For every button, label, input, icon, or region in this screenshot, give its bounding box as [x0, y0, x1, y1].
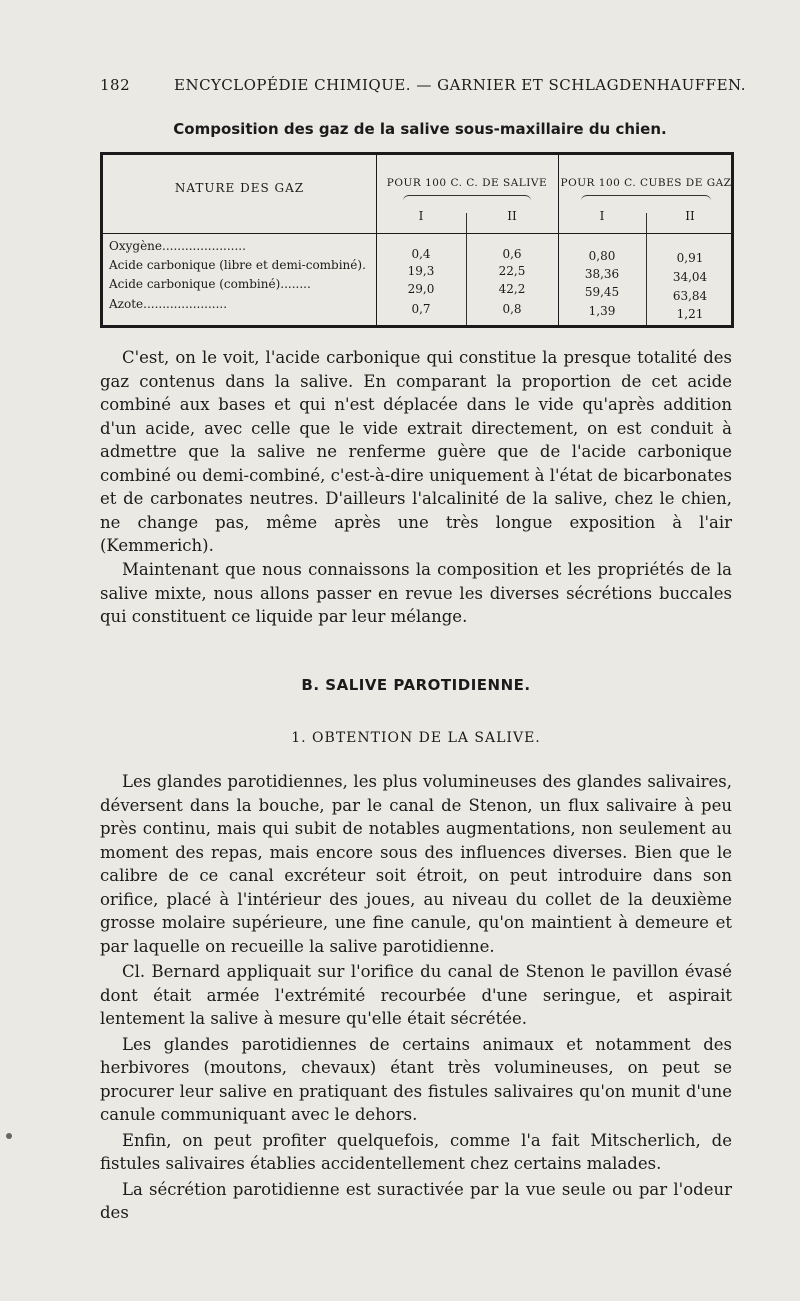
table-cell: 29,0 — [407, 282, 435, 296]
sub-label: II — [507, 209, 517, 223]
table-cell: 42,2 — [498, 282, 526, 296]
paragraph: La sécrétion parotidienne est suractivée par la vue seule ou par l'odeur des — [100, 1179, 732, 1222]
body-section-b — [100, 770, 732, 1225]
table-cell: 0,6 — [502, 247, 522, 261]
paragraph: Maintenant que nous connaissons la composition et les propriétés de la salive mixte, nous allons passer en revue les diverses sécrétions buccales qui constituent ce liquide par leur mélange. — [100, 560, 732, 626]
group-brace — [581, 195, 711, 204]
table-cell: 63,84 — [672, 289, 708, 303]
paragraph: Les glandes parotidiennes, les plus volumineuses des glandes salivaires, déversent dans la bouche, par le canal de Stenon, un flux salivaire à peu près continu, mais qui subit de notables augmentations, non seulement au moment des repas, mais encore sous des influences diverses. Bien que le calibre de ce canal excréteur soit étroit, on peut introduire dans son orifice, placé à l'intérieur des joues, au niveau du collet de la deuxième grosse molaire supérieure, une fine canule, qu'on maintient à demeure et par laquelle on recueille la salive parotidienne. — [100, 772, 732, 956]
group-header-salive: POUR 100 C. C. DE SALIVE — [386, 177, 548, 189]
table-cell: 1,39 — [588, 304, 616, 318]
table-cell: 59,45 — [584, 285, 620, 299]
table-cell: 22,5 — [498, 264, 526, 278]
row-label: Azote...................... — [109, 297, 228, 311]
table-cell: 0,8 — [502, 302, 522, 316]
table-cell: 0,4 — [411, 247, 431, 261]
row-label: Oxygène...................... — [109, 239, 246, 253]
body-paragraph-maintenant — [100, 558, 732, 629]
paragraph: Enfin, on peut profiter quelquefois, comme l'a fait Mitscherlich, de fistules salivaires établies accidentellement chez certains malades. — [100, 1130, 732, 1173]
sub-label: I — [599, 209, 605, 223]
sub-label: II — [685, 209, 695, 223]
table-cell: 0,80 — [588, 249, 616, 263]
group-header-gaz: POUR 100 C. CUBES DE GAZ — [560, 177, 732, 189]
table-cell: 19,3 — [407, 264, 435, 278]
row-label: Acide carbonique (combiné)........ — [109, 277, 311, 291]
table-header-rule — [103, 233, 731, 234]
row-label: Acide carbonique (libre et demi-combiné). — [109, 258, 366, 272]
page-number: 182 — [100, 76, 131, 94]
margin-dot — [6, 1133, 12, 1139]
table-cell: 38,36 — [584, 267, 620, 281]
paragraph: C'est, on le voit, l'acide carbonique qui constitue la presque totalité des gaz contenus dans la salive. En comparant la proportion de cet acide combiné aux bases et qui n'est déplacée dans le vide qu'après addition d'un acide, avec celle que le vide extrait directement, on est conduit à admettre que la salive ne renferme guère que de l'acide carbonique combiné ou demi-combiné, c'est-à-dire uniquement à l'état de bicarbonates et de carbonates neutres. D'ailleurs l'alcalinité de la salive, chez le chien, ne change pas, même après une très longue exposition à l'air (Kemmerich). — [100, 348, 732, 555]
section-title: B. SALIVE PAROTIDIENNE. — [301, 676, 531, 694]
table-title: Composition des gaz de la salive sous-maxillaire du chien. — [173, 120, 667, 138]
column-header-nature: NATURE DES GAZ — [174, 181, 305, 195]
running-header — [100, 76, 746, 100]
table-cell: 0,7 — [411, 302, 431, 316]
table-cell: 1,21 — [676, 307, 704, 321]
paragraph: Les glandes parotidiennes de certains animaux et notamment des herbivores (moutons, chevaux) étant très volumineuses, on peut se procurer leur salive en pratiquant des fistules salivaires qu'on munit d'une canule communiquant avec le dehors. — [100, 1034, 732, 1124]
paragraph: Cl. Bernard appliquait sur l'orifice du canal de Stenon le pavillon évasé dont était armée l'extrémité recourbée d'une seringue, et aspirait lentement la salive à mesure qu'elle était sécrétée. — [100, 962, 732, 1028]
subsection-title: 1. OBTENTION DE LA SALIVE. — [291, 730, 541, 746]
body-paragraph-gaz — [100, 346, 732, 558]
gas-composition-table — [100, 152, 734, 328]
running-title: ENCYCLOPÉDIE CHIMIQUE. — GARNIER ET SCHLAGDENHAUFFEN. — [174, 76, 746, 94]
table-cell: 0,91 — [676, 251, 704, 265]
group-brace — [403, 195, 531, 204]
sub-label: I — [418, 209, 424, 223]
table-cell: 34,04 — [672, 270, 708, 284]
